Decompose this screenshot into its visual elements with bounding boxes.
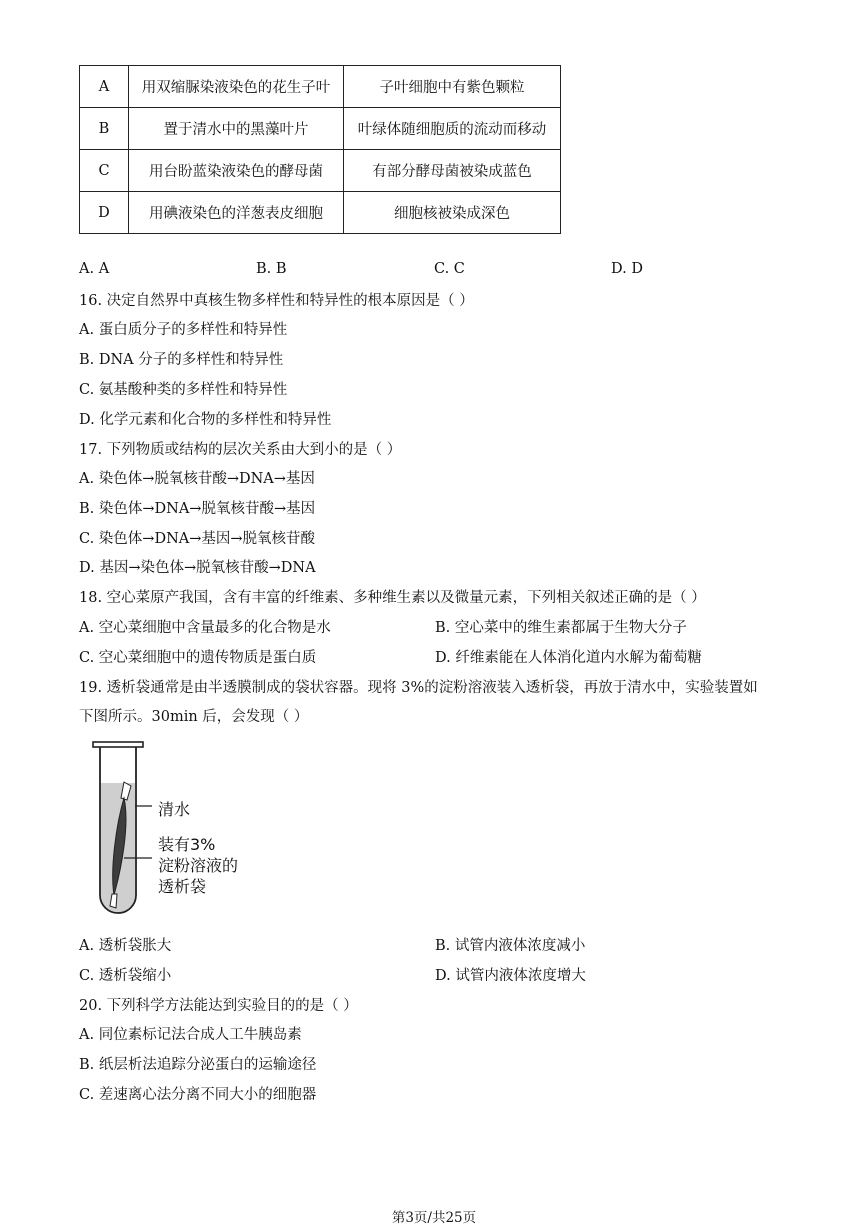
- q16-option-d[interactable]: D. 化学元素和化合物的多样性和特异性: [79, 412, 332, 428]
- table-row: [80, 66, 561, 108]
- table-row: [80, 150, 561, 192]
- q16-stem: 16. 决定自然界中真核生物多样性和特异性的根本原因是（ ）: [79, 293, 474, 309]
- q17-option-b[interactable]: B. 染色体→DNA→脱氧核苷酸→基因: [79, 501, 316, 517]
- q18-option-d[interactable]: D. 纤维素能在人体消化道内水解为葡萄糖: [435, 650, 702, 666]
- row-label: A: [80, 66, 129, 108]
- q16-option-c[interactable]: C. 氨基酸种类的多样性和特异性: [79, 382, 288, 398]
- label-water: 清水: [158, 800, 191, 819]
- row-label: B: [80, 108, 129, 150]
- q20-option-a[interactable]: A. 同位素标记法合成人工牛胰岛素: [79, 1027, 302, 1043]
- q19-stem-line1: 19. 透析袋通常是由半透膜制成的袋状容器。现将 3%的淀粉溶液装入透析袋，再放于清水中，实验装置如: [79, 680, 758, 696]
- q19-option-a[interactable]: A. 透析袋胀大: [79, 938, 172, 954]
- q17-option-a[interactable]: A. 染色体→脱氧核苷酸→DNA→基因: [79, 471, 315, 487]
- q16-option-a[interactable]: A. 蛋白质分子的多样性和特异性: [79, 322, 288, 338]
- q18-option-c[interactable]: C. 空心菜细胞中的遗传物质是蛋白质: [79, 650, 317, 666]
- test-tube-figure: [88, 740, 168, 920]
- answer-c[interactable]: C. C: [434, 261, 465, 277]
- table-row: [80, 108, 561, 150]
- q19-option-d[interactable]: D. 试管内液体浓度增大: [435, 968, 586, 984]
- options-table: [79, 65, 561, 234]
- q20-stem: 20. 下列科学方法能达到实验目的的是（ ）: [79, 998, 358, 1014]
- q20-option-c[interactable]: C. 差速离心法分离不同大小的细胞器: [79, 1087, 317, 1103]
- q19-option-c[interactable]: C. 透析袋缩小: [79, 968, 172, 984]
- q17-option-d[interactable]: D. 基因→染色体→脱氧核苷酸→DNA: [79, 560, 316, 576]
- table-row: [80, 192, 561, 234]
- q18-stem: 18. 空心菜原产我国，含有丰富的纤维素、多种维生素以及微量元素，下列相关叙述正确的是（ ）: [79, 590, 706, 606]
- answer-b[interactable]: B. B: [256, 261, 287, 277]
- row-observation: 叶绿体随细胞质的流动而移动: [344, 108, 561, 150]
- q17-stem: 17. 下列物质或结构的层次关系由大到小的是（ ）: [79, 442, 402, 458]
- q18-option-a[interactable]: A. 空心菜细胞中含量最多的化合物是水: [79, 620, 331, 636]
- q19-stem-line2: 下图所示。30min 后，会发现（ ）: [79, 709, 309, 725]
- row-material: 用台盼蓝染液染色的酵母菌: [129, 150, 344, 192]
- row-material: 用双缩脲染液染色的花生子叶: [129, 66, 344, 108]
- row-observation: 有部分酵母菌被染成蓝色: [344, 150, 561, 192]
- row-material: 置于清水中的黑藻叶片: [129, 108, 344, 150]
- answer-d[interactable]: D. D: [611, 261, 643, 277]
- row-observation: 细胞核被染成深色: [344, 192, 561, 234]
- row-observation: 子叶细胞中有紫色颗粒: [344, 66, 561, 108]
- page-footer: 第3页/共25页: [391, 1210, 477, 1226]
- q19-option-b[interactable]: B. 试管内液体浓度减小: [435, 938, 586, 954]
- row-material: 用碘液染色的洋葱表皮细胞: [129, 192, 344, 234]
- tube-rim: [93, 742, 143, 747]
- row-label: D: [80, 192, 129, 234]
- q17-option-c[interactable]: C. 染色体→DNA→基因→脱氧核苷酸: [79, 531, 316, 547]
- row-label: C: [80, 150, 129, 192]
- label-bag-line2: 淀粉溶液的: [158, 856, 239, 875]
- q18-option-b[interactable]: B. 空心菜中的维生素都属于生物大分子: [435, 620, 687, 636]
- answer-a[interactable]: A. A: [79, 261, 110, 277]
- q20-option-b[interactable]: B. 纸层析法追踪分泌蛋白的运输途径: [79, 1057, 317, 1073]
- label-bag-line1: 装有3%: [158, 835, 216, 854]
- label-bag-line3: 透析袋: [158, 877, 207, 896]
- q16-option-b[interactable]: B. DNA 分子的多样性和特异性: [79, 352, 284, 368]
